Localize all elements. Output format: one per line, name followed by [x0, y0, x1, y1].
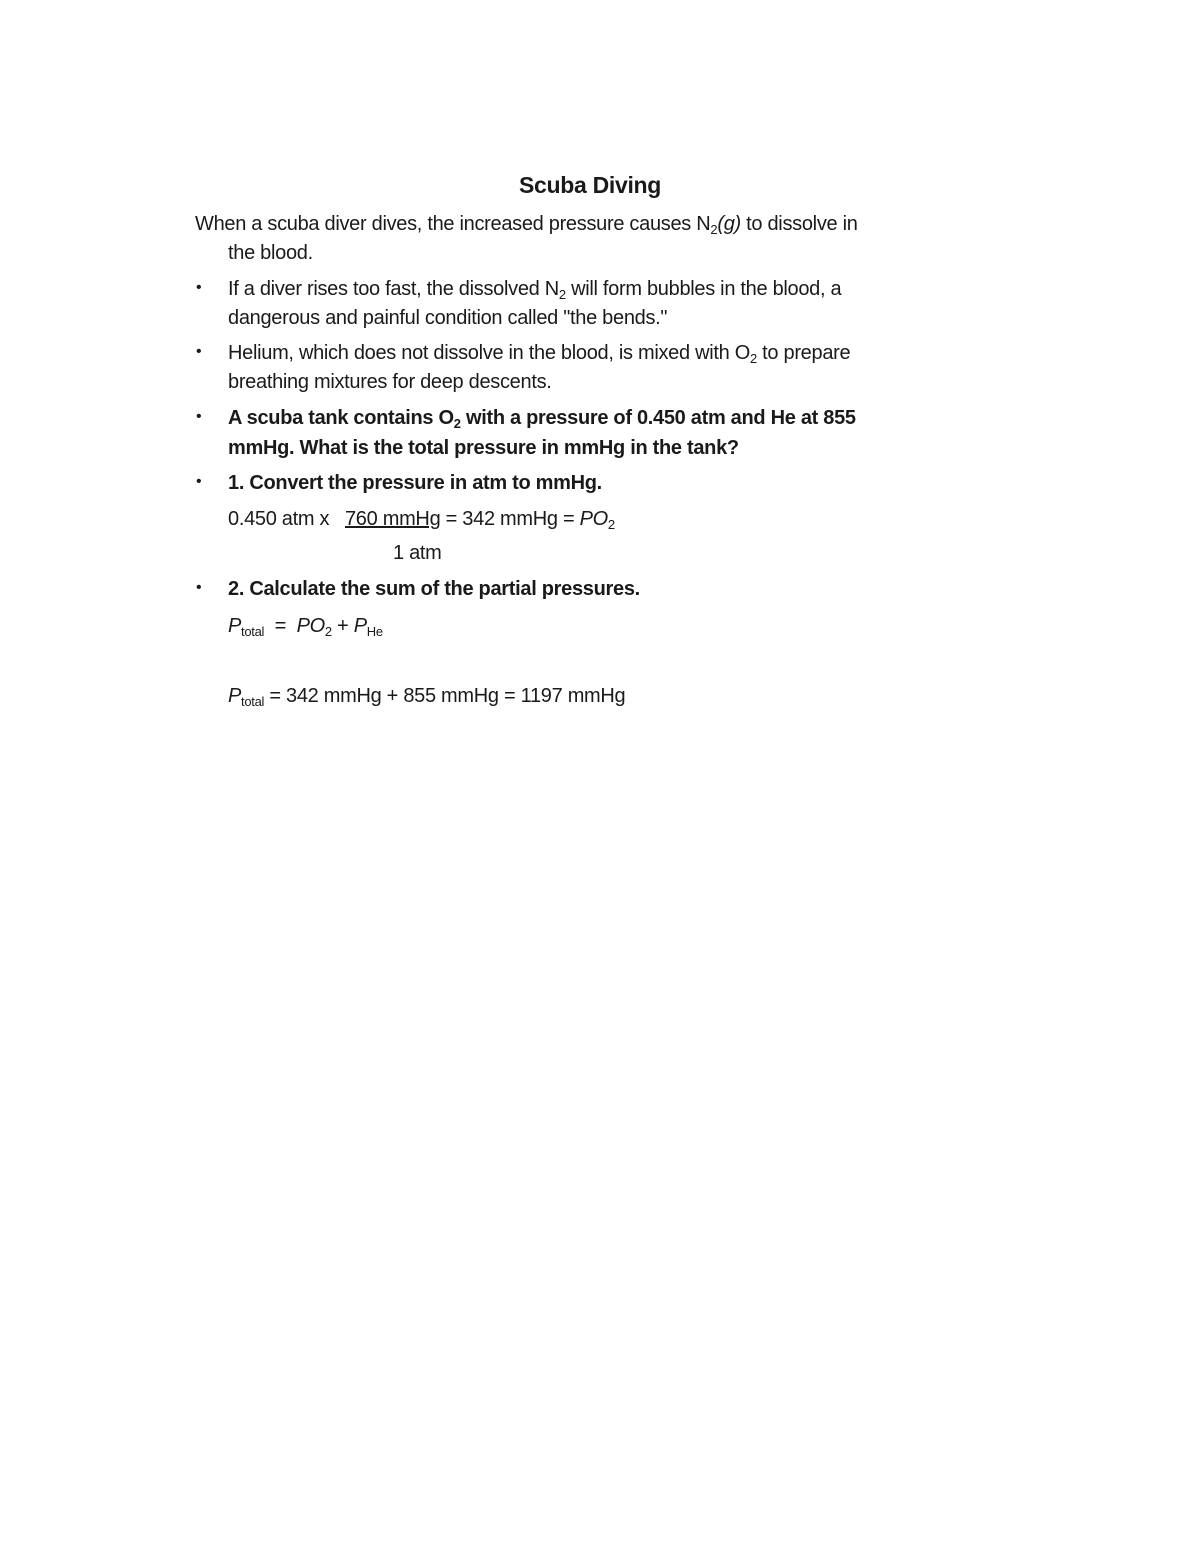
subscript: 2 — [558, 287, 566, 302]
sum-result — [228, 684, 625, 708]
bullet-text: dangerous and painful condition called "the bends." — [228, 307, 668, 329]
conversion-equation — [228, 507, 615, 531]
question-text: mmHg. What is the total pressure in mmHg in the tank? — [228, 437, 739, 459]
text: P — [353, 615, 367, 637]
bullet-text: breathing mixtures for deep descents. — [228, 371, 552, 393]
text: P — [228, 685, 242, 707]
subscript: 2 — [453, 416, 461, 431]
fraction-denominator: 1 atm — [393, 542, 442, 564]
text: PO — [579, 508, 608, 530]
intro-line: the blood. — [228, 242, 313, 264]
text: + — [331, 615, 354, 637]
question-text — [228, 406, 856, 430]
subscript: total — [241, 624, 265, 639]
fraction-numerator: 760 mmHg — [344, 508, 441, 530]
bullet-icon: • — [196, 408, 202, 425]
subscript: total — [241, 694, 265, 709]
bullet-icon: • — [196, 279, 202, 296]
text: If a diver rises too fast, the dissolved N — [228, 278, 559, 300]
bullet-icon: • — [196, 343, 202, 360]
subscript: 2 — [607, 517, 615, 532]
intro-line — [195, 212, 858, 236]
text: 0.450 atm x — [228, 508, 330, 530]
text: will form bubbles in the blood, a — [565, 278, 842, 300]
text: P — [228, 615, 242, 637]
text: Helium, which does not dissolve in the blood, is mixed with O — [228, 342, 750, 364]
text: with a pressure of 0.450 atm and He at 855 — [460, 407, 856, 429]
subscript: He — [366, 624, 383, 639]
text: A scuba tank contains O — [228, 407, 454, 429]
step-2-heading: 2. Calculate the sum of the partial pressures. — [228, 578, 640, 600]
text: When a scuba diver dives, the increased pressure causes N — [195, 213, 711, 235]
subscript: 2 — [749, 351, 757, 366]
bullet-text — [228, 341, 850, 365]
bullet-icon: • — [196, 473, 202, 490]
text: to dissolve in — [740, 213, 858, 235]
text: = — [269, 615, 292, 637]
bullet-icon: • — [196, 579, 202, 596]
text: = 342 mmHg + 855 mmHg = 1197 mmHg — [264, 685, 626, 707]
bullet-text — [228, 277, 841, 301]
text: PO — [296, 615, 325, 637]
step-1-heading: 1. Convert the pressure in atm to mmHg. — [228, 472, 602, 494]
text: to prepare — [756, 342, 851, 364]
subscript: 2 — [324, 624, 332, 639]
text: = 342 mmHg = — [440, 508, 580, 530]
subscript: 2 — [710, 222, 718, 237]
sum-formula — [228, 614, 383, 638]
page-title: Scuba Diving — [518, 172, 662, 198]
text: (g) — [717, 213, 741, 235]
